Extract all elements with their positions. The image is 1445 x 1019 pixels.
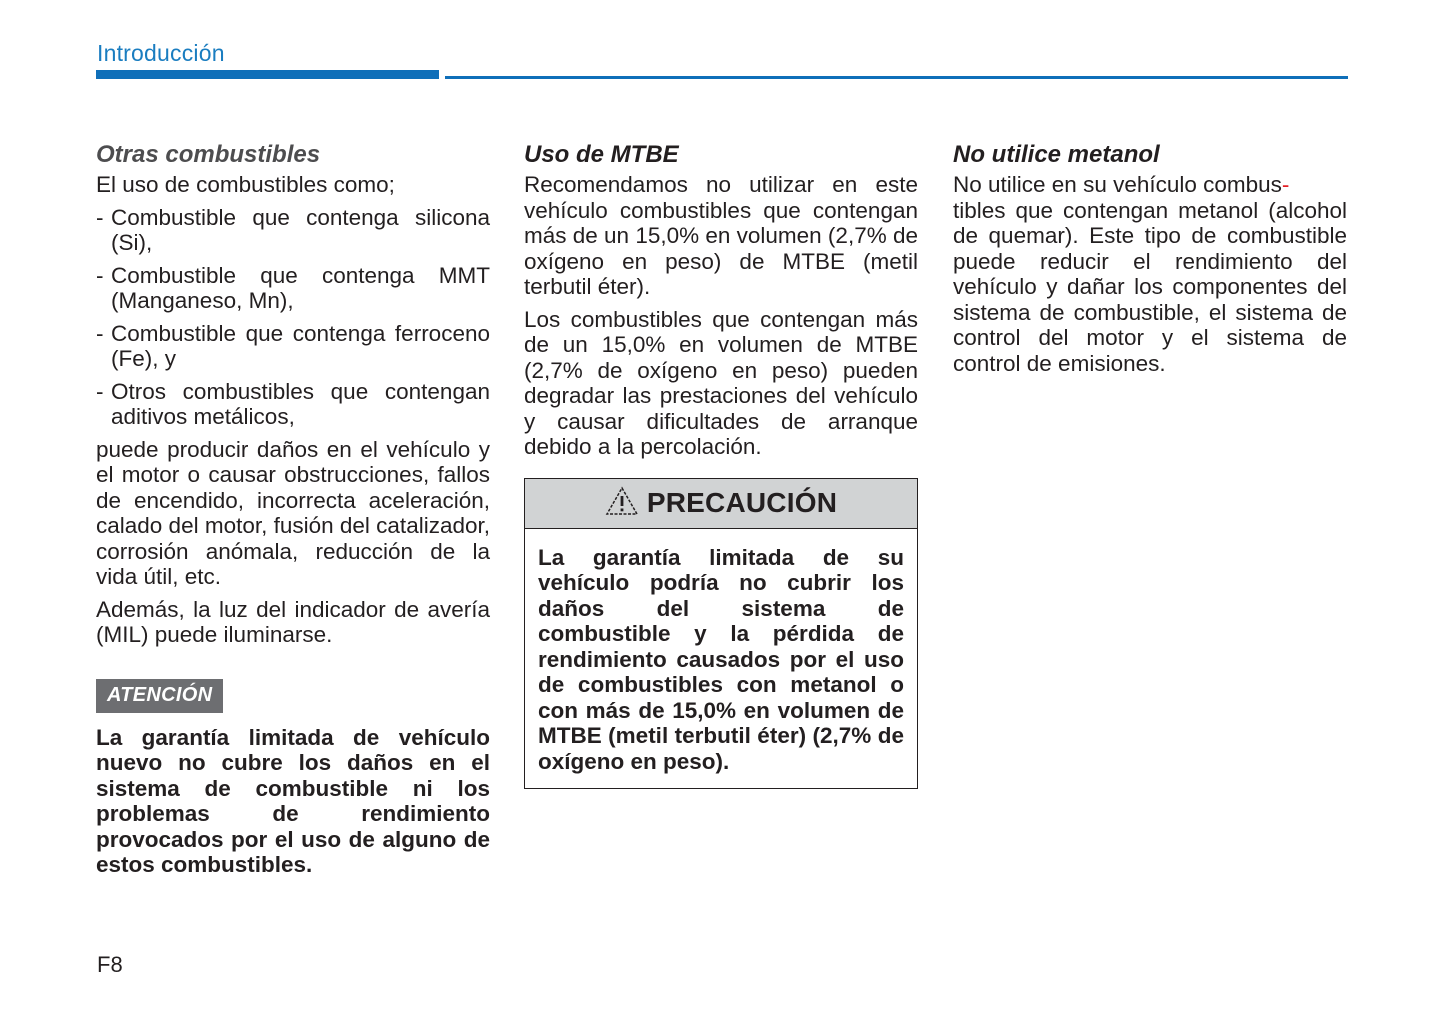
fuel-list xyxy=(96,205,490,430)
header-rule-thin xyxy=(445,76,1348,79)
warning-triangle-icon xyxy=(605,486,639,521)
caution-box xyxy=(524,478,918,790)
column-methanol xyxy=(953,140,1347,383)
list-item: - Otros combustibles que contengan aditivos metálicos, xyxy=(96,378,490,429)
caution-header xyxy=(525,479,917,529)
caution-title: PRECAUCIÓN xyxy=(646,487,838,518)
heading-mtbe: Uso de MTBE xyxy=(524,141,679,168)
mil-paragraph: Además, la luz del indicador de avería (MIL) puede iluminarse. xyxy=(96,596,490,647)
column-other-fuels xyxy=(96,140,490,878)
list-item: - Combustible que contenga silicona (Si), xyxy=(96,204,490,255)
header-rule-thick xyxy=(96,70,439,79)
mtbe-paragraph-1: Recomendamos no utilizar en este vehículo combustibles que contengan más de un 15,0% en volumen (2,7% de oxígeno en peso) de MTBE (metil terbutil éter). xyxy=(524,172,918,299)
intro-paragraph: El uso de combustibles como; xyxy=(96,172,395,197)
list-item: - Combustible que contenga ferroceno (Fe), y xyxy=(96,320,490,371)
list-item: - Combustible que contenga MMT (Manganeso, Mn), xyxy=(96,262,490,313)
heading-other-fuels: Otras combustibles xyxy=(96,141,321,168)
effects-paragraph: puede producir daños en el vehículo y el motor o causar obstrucciones, fallos de encendido, incorrecta aceleración, calado del motor, fusión del catalizador, corrosión anómala, reducción de la vida útil, etc. xyxy=(96,436,490,589)
caution-text: La garantía limitada de su vehículo podría no cubrir los daños del sistema de combustible y la pérdida de rendimiento causados por el uso de combustibles con metanol o con más de 15,0% en volumen de MTBE (metil terbutil éter) (2,7% de oxígeno en peso). xyxy=(538,544,904,774)
attention-text: La garantía limitada de vehículo nuevo no cubre los daños en el sistema de combustible ni los problemas de rendimiento provocados por el uso de alguno de estos combustibles. xyxy=(96,724,490,877)
page-number: F8 xyxy=(97,952,123,977)
section-title: Introducción xyxy=(97,40,225,66)
mtbe-paragraph-2: Los combustibles que contengan más de un 15,0% en volumen de MTBE (2,7% de oxígeno en peso) pueden degradar las prestaciones del vehículo y causar dificultades de arranque debido a la percolación. xyxy=(524,306,918,459)
attention-badge: ATENCIÓN xyxy=(96,679,223,713)
column-mtbe xyxy=(524,140,918,789)
heading-methanol: No utilice metanol xyxy=(953,141,1160,168)
methanol-paragraph: No utilice en su vehículo combus- tibles que contengan metanol (alcohol de quemar). Este tipo de combustible puede reducir el rendimiento del vehículo y dañar los componentes del sistema de combustible, el sistema de control del motor y el sistema de control de emisiones. xyxy=(953,172,1347,376)
caution-body xyxy=(525,529,917,789)
